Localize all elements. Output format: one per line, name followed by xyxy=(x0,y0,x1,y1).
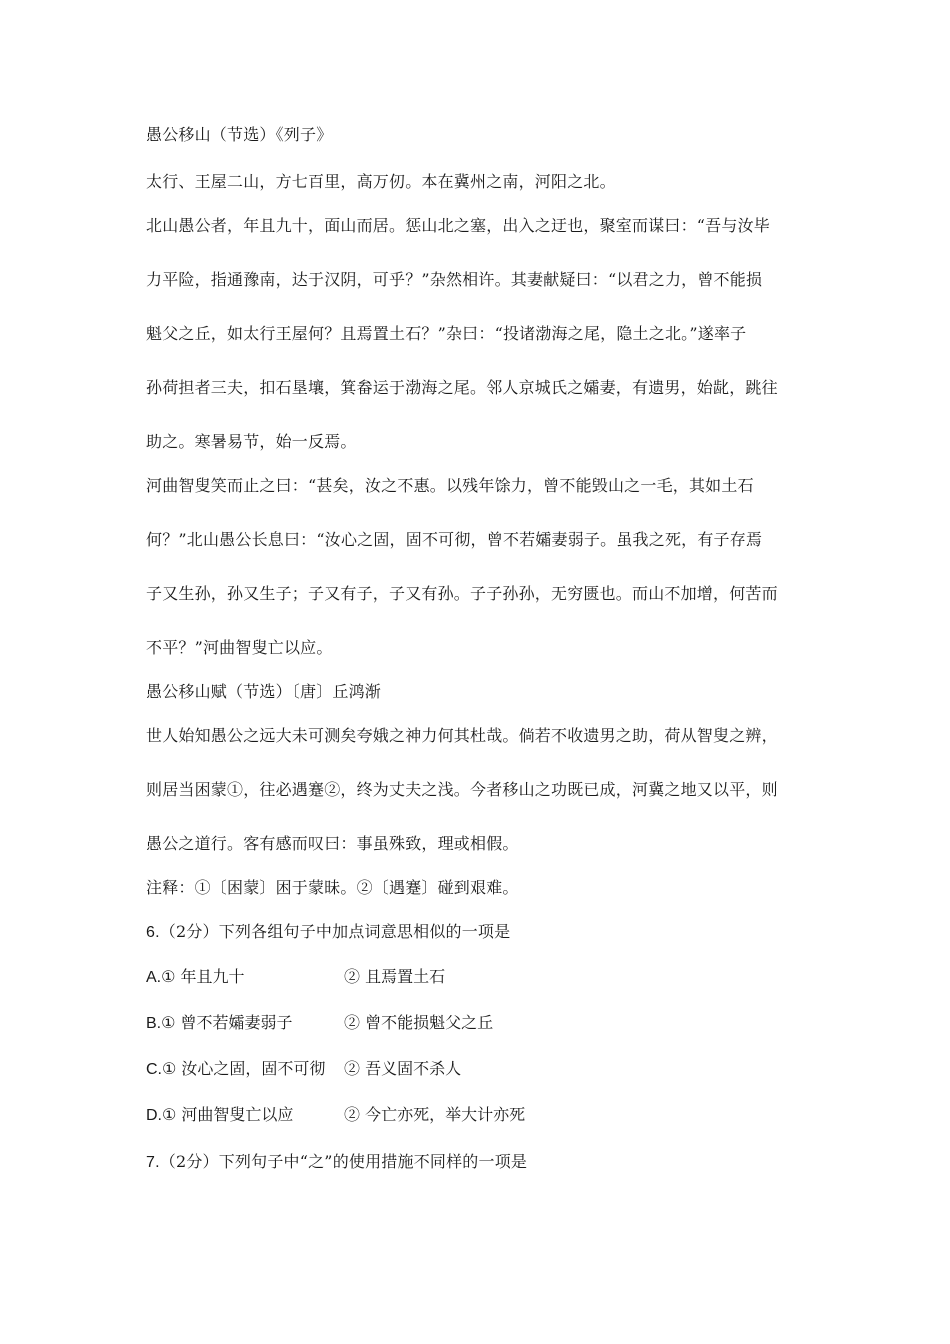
option-a-first: ① 年且九十 xyxy=(161,967,245,986)
question-7 xyxy=(146,1152,527,1173)
option-b-letter: B. xyxy=(146,1015,162,1032)
option-c-letter: C. xyxy=(146,1061,162,1078)
paragraph-3-line-4: 不平？”河曲智叟亡以应。 xyxy=(146,638,333,657)
passage-title-1: 愚公移山（节选）《列子》 xyxy=(146,125,333,144)
option-d-letter: D. xyxy=(146,1107,162,1124)
option-d-first: ① 河曲智叟亡以应 xyxy=(162,1105,294,1124)
annotation-note: 注释：①〔困蒙〕困于蒙昧。②〔遇蹇〕碰到艰难。 xyxy=(146,878,519,897)
paragraph-4-line-2: 则居当困蒙①，往必遇蹇②，终为丈夫之浅。今者移山之功既已成，河冀之地又以平，则 xyxy=(146,780,778,799)
option-b-first: ① 曾不若孀妻弱子 xyxy=(161,1013,293,1032)
paragraph-4-line-1: 世人始知愚公之远大未可测矣夸娥之神力何其杜哉。倘若不收遗男之助，荷从智叟之辨， xyxy=(146,726,778,745)
paragraph-4-line-3: 愚公之道行。客有感而叹曰：事虽殊致，理或相假。 xyxy=(146,834,519,853)
paragraph-2-line-5: 助之。寒暑易节，始一反焉。 xyxy=(146,432,357,451)
paragraph-3-line-1: 河曲智叟笑而止之曰：“甚矣，汝之不惠。以残年馀力，曾不能毁山之一毛，其如土石 xyxy=(146,476,754,495)
paragraph-2-line-2: 力平险，指通豫南，达于汉阴，可乎？”杂然相许。其妻献疑曰：“以君之力，曾不能损 xyxy=(146,270,763,289)
question-7-number: 7. xyxy=(146,1154,160,1171)
paragraph-3-line-2: 何？”北山愚公长息曰：“汝心之固，固不可彻，曾不若孀妻弱子。虽我之死，有子存焉 xyxy=(146,530,763,549)
option-b xyxy=(146,1013,293,1034)
option-c-second: ② 吾义固不杀人 xyxy=(344,1059,462,1078)
question-6-number: 6. xyxy=(146,924,160,941)
option-c-first: ① 汝心之固，固不可彻 xyxy=(162,1059,326,1078)
option-d-second: ② 今亡亦死，举大计亦死 xyxy=(344,1105,526,1124)
question-6 xyxy=(146,922,510,943)
option-d xyxy=(146,1105,293,1126)
option-a xyxy=(146,967,245,988)
paragraph-2-line-4: 孙荷担者三夫，扣石垦壤，箕畚运于渤海之尾。邻人京城氏之孀妻，有遗男，始龀，跳往 xyxy=(146,378,778,397)
option-a-letter: A. xyxy=(146,969,162,986)
paragraph-2-line-3: 魁父之丘，如太行王屋何？且焉置土石？”杂曰：“投诸渤海之尾，隐土之北。”遂率子 xyxy=(146,324,747,343)
option-b-second: ② 曾不能损魁父之丘 xyxy=(344,1013,494,1032)
paragraph-3-line-3: 子又生孙，孙又生子；子又有子，子又有孙。子子孙孙，无穷匮也。而山不加增，何苦而 xyxy=(146,584,778,603)
paragraph-2-line-1: 北山愚公者，年且九十，面山而居。惩山北之塞，出入之迂也，聚室而谋曰：“吾与汝毕 xyxy=(146,216,770,235)
question-7-text: （2分）下列句子中“之”的使用措施不同样的一项是 xyxy=(159,1152,528,1171)
option-c xyxy=(146,1059,325,1080)
passage-title-2: 愚公移山赋（节选）〔唐〕丘鸿渐 xyxy=(146,682,382,701)
paragraph-1: 太行、王屋二山，方七百里，高万仞。本在冀州之南，河阳之北。 xyxy=(146,172,616,191)
option-a-second: ② 且焉置土石 xyxy=(344,967,446,986)
question-6-text: （2分）下列各组句子中加点词意思相似的一项是 xyxy=(159,922,511,941)
